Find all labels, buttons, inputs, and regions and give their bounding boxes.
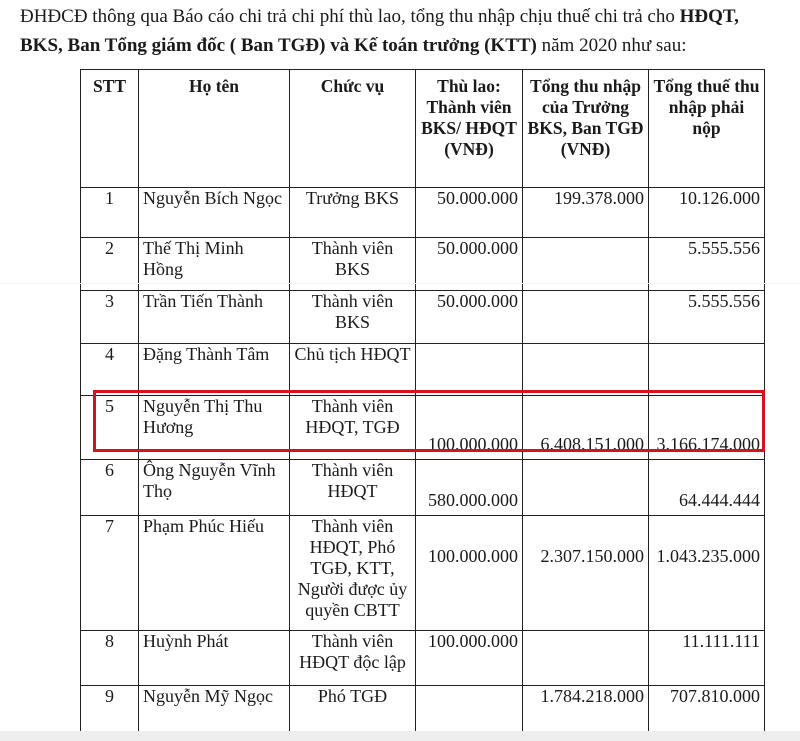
bottom-strip — [0, 731, 800, 741]
cell-role: Phó TGĐ — [290, 686, 416, 741]
cell-fee: 50.000.000 — [416, 188, 523, 238]
cell-tax: 10.126.000 — [649, 188, 765, 238]
table-row — [81, 188, 765, 238]
cell-income — [523, 344, 649, 396]
cell-fee: 580.000.000 — [416, 460, 523, 516]
cell-tax: 64.444.444 — [649, 460, 765, 516]
cell-fee: 50.000.000 — [416, 238, 523, 291]
cell-stt: 5 — [81, 396, 139, 460]
intro-bold-1: HĐQT, — [679, 6, 739, 27]
cell-income — [523, 460, 649, 516]
cell-income: 2.307.150.000 — [523, 516, 649, 631]
cell-fee: 50.000.000 — [416, 291, 523, 344]
cell-name: Ông Nguyễn Vĩnh Thọ — [139, 460, 290, 516]
cell-tax: 5.555.556 — [649, 238, 765, 291]
cell-tax: 5.555.556 — [649, 291, 765, 344]
cell-name: Nguyễn Bích Ngọc — [139, 188, 290, 238]
cell-name: Nguyễn Thị Thu Hương — [139, 396, 290, 460]
cell-stt: 6 — [81, 460, 139, 516]
cell-fee: 100.000.000 — [416, 396, 523, 460]
cell-name: Thế Thị Minh Hồng — [139, 238, 290, 291]
cell-name: Đặng Thành Tâm — [139, 344, 290, 396]
cell-name: Phạm Phúc Hiếu — [139, 516, 290, 631]
cell-role: Thành viên HĐQT, Phó TGĐ, KTT, Người được ủy quyền CBTT — [290, 516, 416, 631]
cell-role: Thành viên BKS — [290, 291, 416, 344]
cell-tax: 3.166.174.000 — [649, 396, 765, 460]
cell-income: 199.378.000 — [523, 188, 649, 238]
table-row-highlighted — [81, 396, 765, 460]
intro-bold-2: BKS, Ban Tổng giám đốc ( Ban TGĐ) và Kế toán trưởng (KTT) — [20, 35, 537, 56]
cell-role: Thành viên BKS — [290, 238, 416, 291]
header-fee: Thù lao: Thành viên BKS/ HĐQT (VNĐ) — [416, 70, 523, 188]
cell-name: Huỳnh Phát — [139, 631, 290, 686]
cell-stt: 4 — [81, 344, 139, 396]
cell-fee — [416, 344, 523, 396]
remuneration-table — [80, 69, 765, 741]
cell-income — [523, 631, 649, 686]
cell-tax — [649, 344, 765, 396]
cell-role: Thành viên HĐQT — [290, 460, 416, 516]
header-stt: STT — [81, 70, 139, 188]
cell-income: 1.784.218.000 — [523, 686, 649, 741]
table-row — [81, 460, 765, 516]
cell-tax: 1.043.235.000 — [649, 516, 765, 631]
cell-stt: 3 — [81, 291, 139, 344]
cell-income: 6.408.151.000 — [523, 396, 649, 460]
cell-stt: 8 — [81, 631, 139, 686]
intro-paragraph — [20, 2, 790, 60]
intro-text-2: năm 2020 như sau: — [536, 35, 687, 56]
header-name: Họ tên — [139, 70, 290, 188]
cell-name: Trần Tiến Thành — [139, 291, 290, 344]
table-row — [81, 344, 765, 396]
cell-stt: 2 — [81, 238, 139, 291]
header-tax: Tổng thuế thu nhập phải nộp — [649, 70, 765, 188]
table-row — [81, 516, 765, 631]
cell-role: Thành viên HĐQT, TGĐ — [290, 396, 416, 460]
cell-role: Thành viên HĐQT độc lập — [290, 631, 416, 686]
intro-text-1: ĐHĐCĐ thông qua Báo cáo chi trả chi phí thù lao, tổng thu nhập chịu thuế chi trả cho — [20, 6, 680, 27]
cell-fee: 100.000.000 — [416, 516, 523, 631]
header-income: Tổng thu nhập của Trưởng BKS, Ban TGĐ (VNĐ) — [523, 70, 649, 188]
cell-income — [523, 291, 649, 344]
cell-stt: 7 — [81, 516, 139, 631]
cell-fee: 100.000.000 — [416, 631, 523, 686]
cell-stt: 1 — [81, 188, 139, 238]
table-row — [81, 291, 765, 344]
header-row — [81, 70, 765, 188]
table-row — [81, 631, 765, 686]
header-role: Chức vụ — [290, 70, 416, 188]
cell-tax: 707.810.000 — [649, 686, 765, 741]
cell-stt: 9 — [81, 686, 139, 741]
cell-name: Nguyễn Mỹ Ngọc — [139, 686, 290, 741]
cell-role: Chủ tịch HĐQT — [290, 344, 416, 396]
cell-tax: 11.111.111 — [649, 631, 765, 686]
image-seam — [0, 283, 800, 284]
cell-role: Trưởng BKS — [290, 188, 416, 238]
